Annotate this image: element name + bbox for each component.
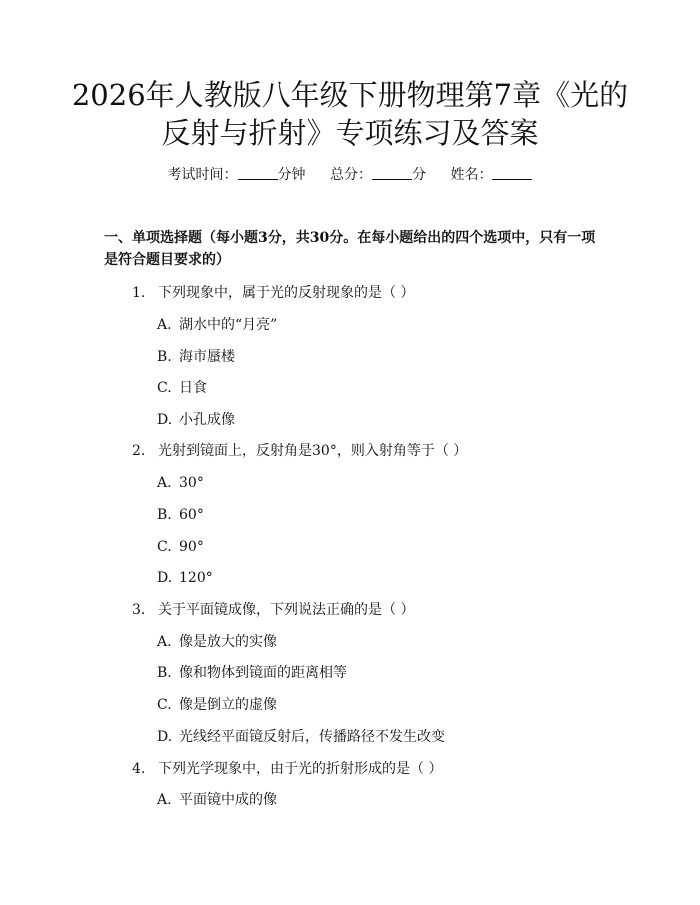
question-text: 下列光学现象中，由于光的折射形成的是（ ） — [158, 761, 443, 777]
time-label: 考试时间： — [167, 167, 238, 183]
section-heading: 一、单项选择题（每小题3分，共30分。在每小题给出的四个选项中，只有一项是符合题目要求的） — [104, 230, 596, 268]
option-letter: A. — [157, 634, 172, 650]
option-letter: A. — [157, 475, 172, 491]
option-3b — [157, 663, 347, 683]
option-letter: B. — [157, 349, 172, 365]
question-text: 下列现象中，属于光的反射现象的是（ ） — [158, 285, 415, 301]
option-text: 湖水中的“月亮” — [179, 317, 278, 333]
name-label: 姓名： — [450, 167, 493, 183]
time-unit: 分钟 — [277, 167, 306, 183]
option-text: 光线经平面镜反射后，传播路径不发生改变 — [179, 729, 445, 745]
option-2d — [157, 568, 213, 588]
option-letter: A. — [157, 317, 172, 333]
option-letter: D. — [157, 412, 173, 428]
option-text: 90° — [179, 539, 204, 555]
option-text: 日食 — [179, 380, 207, 396]
name-blank — [492, 165, 532, 180]
option-4a — [157, 790, 277, 810]
question-text: 关于平面镜成像，下列说法正确的是（ ） — [158, 602, 415, 618]
option-text: 小孔成像 — [179, 412, 235, 428]
page-title — [40, 76, 660, 152]
exam-meta — [0, 165, 700, 185]
option-text: 像是倒立的虚像 — [179, 697, 277, 713]
question-number: 2. — [132, 443, 146, 459]
question-4 — [132, 759, 442, 779]
option-letter: C. — [157, 380, 172, 396]
option-3d — [157, 727, 445, 747]
name-field — [450, 167, 532, 183]
option-text: 120° — [179, 570, 213, 586]
option-text: 像和物体到镜面的距离相等 — [179, 665, 347, 681]
option-letter: B. — [157, 665, 172, 681]
option-text: 30° — [179, 475, 204, 491]
option-text: 平面镜中成的像 — [179, 792, 277, 808]
question-number: 1. — [132, 285, 146, 301]
option-1a — [157, 315, 277, 335]
score-field — [330, 167, 426, 183]
option-1c — [157, 378, 207, 398]
time-blank — [238, 165, 278, 180]
score-blank — [372, 165, 412, 180]
question-text: 光射到镜面上，反射角是30°，则入射角等于（ ） — [158, 443, 468, 459]
option-2b — [157, 505, 204, 525]
option-text: 海市蜃楼 — [179, 349, 235, 365]
option-1d — [157, 410, 235, 430]
question-number: 4. — [132, 761, 146, 777]
score-unit: 分 — [412, 167, 426, 183]
title-line-1: 2026年人教版八年级下册物理第7章《光的 — [71, 78, 629, 112]
question-2 — [132, 441, 467, 461]
option-2a — [157, 473, 204, 493]
score-label: 总分： — [330, 167, 372, 183]
option-3c — [157, 695, 277, 715]
option-letter: D. — [157, 570, 173, 586]
option-text: 像是放大的实像 — [179, 634, 277, 650]
question-number: 3. — [132, 602, 146, 618]
option-letter: C. — [157, 539, 172, 555]
option-2c — [157, 537, 204, 557]
time-field — [168, 167, 306, 183]
option-1b — [157, 347, 235, 367]
option-letter: A. — [157, 792, 172, 808]
question-1 — [132, 283, 414, 303]
title-line-2: 反射与折射》专项练习及答案 — [161, 116, 539, 150]
option-letter: D. — [157, 729, 173, 745]
option-letter: B. — [157, 507, 172, 523]
question-3 — [132, 600, 414, 620]
option-text: 60° — [179, 507, 204, 523]
option-3a — [157, 632, 277, 652]
option-letter: C. — [157, 697, 172, 713]
